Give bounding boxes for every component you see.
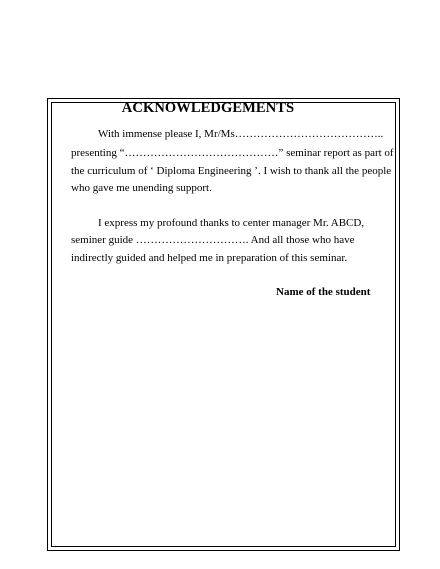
paragraph2-line1: I express my profound thanks to center manager Mr. ABCD,	[98, 217, 365, 229]
paragraph2-line3: indirectly guided and helped me in preparation of this seminar.	[71, 252, 348, 264]
paragraph1-line2: presenting “……………………………………” seminar report as part of	[71, 147, 394, 159]
paragraph1-line4: who gave me unending support.	[71, 182, 212, 194]
paragraph2-line2: seminer guide …………………………. And all those who have	[71, 234, 355, 246]
student-name-label: Name of the student	[276, 286, 371, 298]
page-title: ACKNOWLEDGEMENTS	[121, 100, 295, 116]
paragraph1-line1: With immense please I, Mr/Ms…………………………………..	[98, 128, 384, 140]
paragraph1-line3: the curriculum of ‘ Diploma Engineering ’. I wish to thank all the people	[71, 165, 392, 177]
